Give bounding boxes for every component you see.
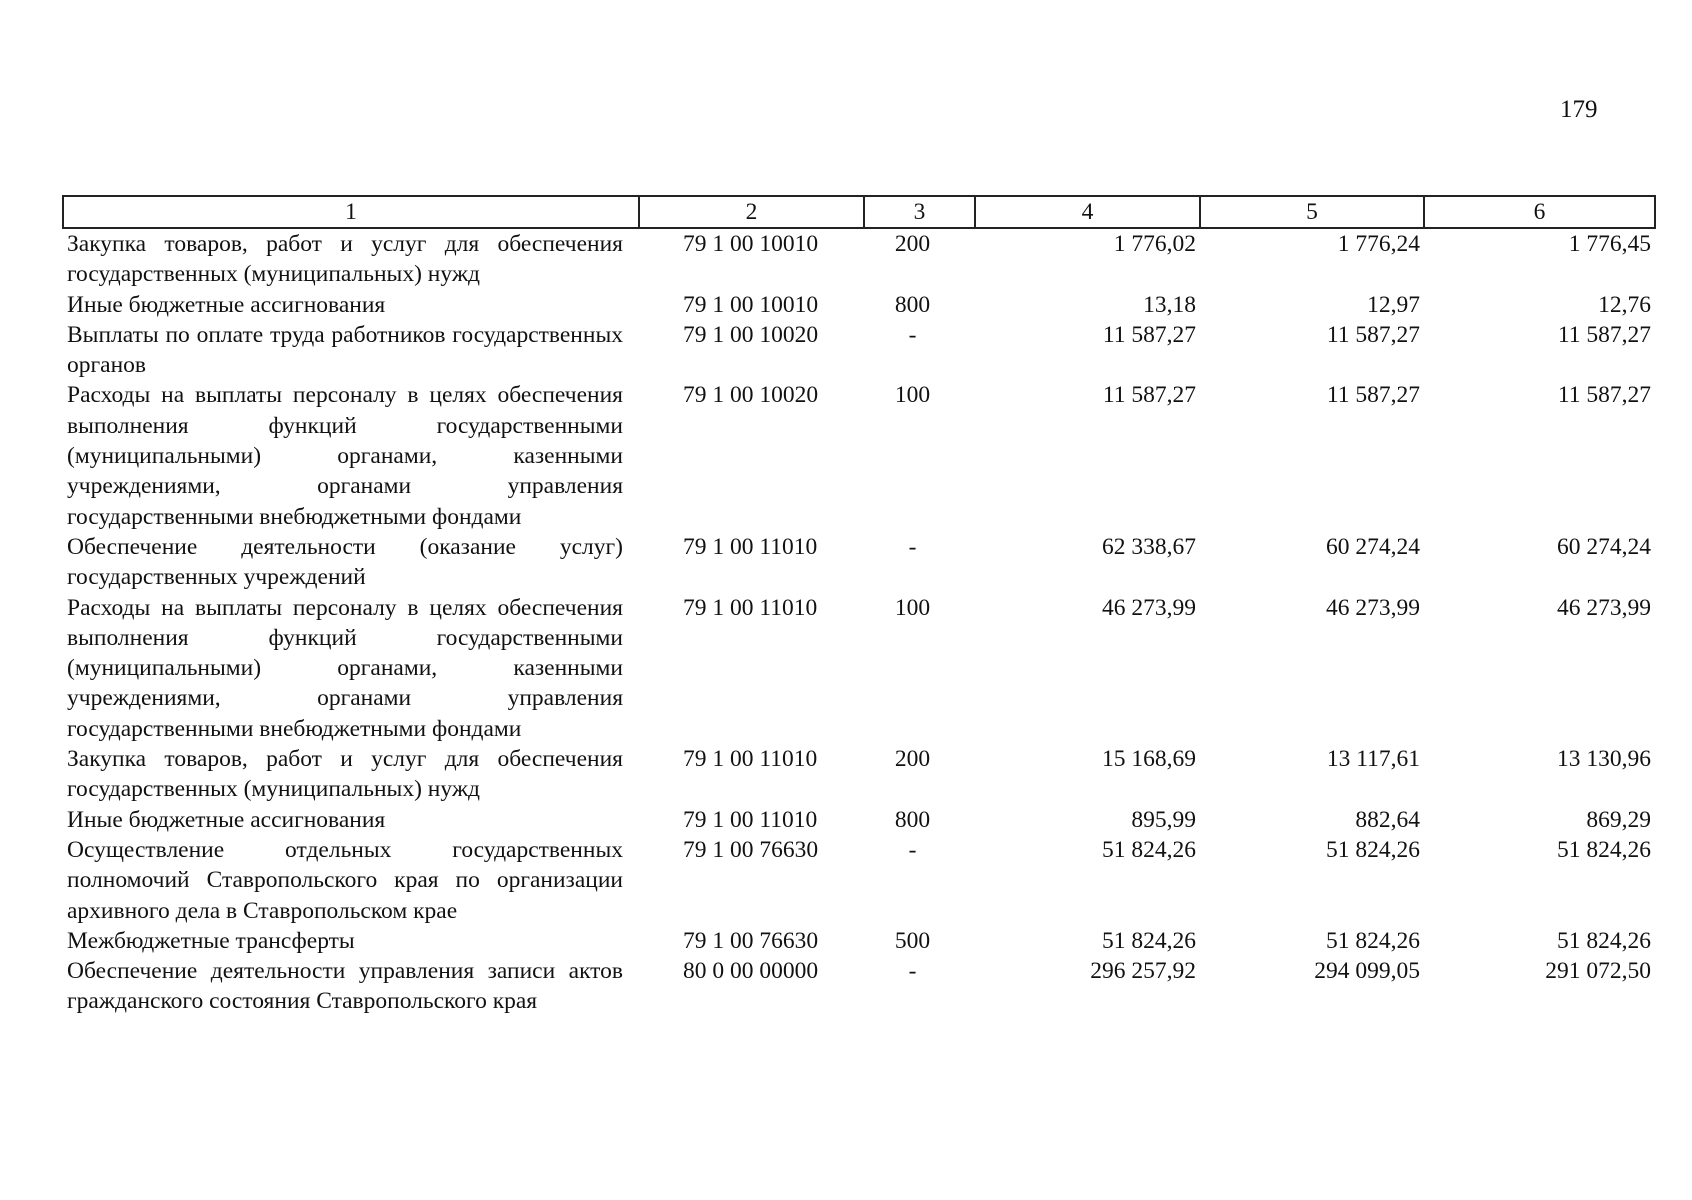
target-article-code: 79 1 00 10020	[683, 321, 819, 348]
table-row	[63, 835, 1655, 926]
expense-name: Межбюджетные трансферты	[67, 927, 355, 954]
amount-year-1: 62 338,67	[1102, 533, 1196, 560]
column-number-2: 2	[639, 196, 864, 228]
amount-year-2: 13 117,61	[1326, 746, 1420, 773]
column-number-1: 1	[63, 196, 639, 228]
amount-year-2: 12,97	[1367, 291, 1420, 318]
expense-name: Обеспечение деятельности управления записи актов гражданского состояния Ставропольского края	[67, 958, 623, 1015]
target-article-code: 79 1 00 11010	[683, 594, 818, 621]
amount-year-2: 882,64	[1355, 806, 1420, 833]
amount-year-2: 46 273,99	[1326, 594, 1420, 621]
expense-kind-code: -	[908, 836, 917, 863]
table-row	[63, 956, 1655, 1017]
amount-year-1: 46 273,99	[1102, 594, 1196, 621]
expense-kind-code: 800	[894, 806, 931, 833]
expense-name: Иные бюджетные ассигнования	[67, 291, 386, 318]
amount-year-3: 60 274,24	[1557, 533, 1651, 560]
column-number-header-row	[63, 196, 1655, 228]
amount-year-2: 51 824,26	[1326, 836, 1420, 863]
column-number-4: 4	[975, 196, 1200, 228]
table-row	[63, 805, 1655, 835]
amount-year-3: 46 273,99	[1557, 594, 1651, 621]
expense-name: Обеспечение деятельности (оказание услуг) государственных учреждений	[67, 533, 623, 591]
expense-name: Иные бюджетные ассигнования	[67, 806, 386, 833]
table-row	[63, 380, 1655, 531]
amount-year-2: 11 587,27	[1326, 382, 1420, 409]
amount-year-1: 13,18	[1143, 291, 1196, 318]
amount-year-1: 1 776,02	[1113, 231, 1196, 257]
target-article-code: 79 1 00 10010	[683, 291, 819, 318]
target-article-code: 79 1 00 11010	[683, 746, 818, 773]
amount-year-1: 51 824,26	[1102, 836, 1196, 863]
target-article-code: 79 1 00 11010	[683, 533, 818, 560]
amount-year-1: 296 257,92	[1090, 958, 1196, 985]
expense-kind-code: 100	[894, 594, 931, 621]
amount-year-1: 15 168,69	[1102, 746, 1196, 773]
amount-year-3: 1 776,45	[1568, 231, 1651, 257]
table-row	[63, 228, 1655, 290]
amount-year-3: 12,76	[1598, 291, 1651, 318]
target-article-code: 79 1 00 11010	[683, 806, 818, 833]
target-article-code: 79 1 00 10020	[683, 382, 819, 409]
expense-name: Расходы на выплаты персоналу в целях обеспечения выполнения функций государственными (муниципальными) органами, казенными учреждениями, органами управления государственными внебюджетными фондами	[67, 594, 623, 742]
expense-name: Выплаты по оплате труда работников государственных органов	[67, 321, 623, 379]
amount-year-3: 291 072,50	[1545, 958, 1651, 985]
column-number-3: 3	[864, 196, 975, 228]
expense-kind-code: 500	[894, 927, 931, 954]
table-row	[63, 926, 1655, 956]
table-row	[63, 744, 1655, 805]
expense-kind-code: 200	[894, 231, 931, 257]
expense-name: Закупка товаров, работ и услуг для обеспечения государственных (муниципальных) нужд	[67, 746, 623, 803]
expense-name: Закупка товаров, работ и услуг для обеспечения государственных (муниципальных) нужд	[67, 231, 623, 288]
amount-year-1: 895,99	[1131, 806, 1196, 833]
amount-year-2: 294 099,05	[1314, 958, 1420, 985]
table-row	[63, 320, 1655, 381]
expense-kind-code: 800	[894, 291, 931, 318]
amount-year-3: 11 587,27	[1557, 321, 1651, 348]
column-number-6: 6	[1424, 196, 1655, 228]
amount-year-2: 11 587,27	[1326, 321, 1420, 348]
amount-year-2: 60 274,24	[1326, 533, 1420, 560]
column-number-5: 5	[1200, 196, 1424, 228]
amount-year-2: 51 824,26	[1326, 927, 1420, 954]
target-article-code: 80 0 00 00000	[683, 958, 819, 985]
expense-kind-code: 100	[894, 382, 931, 409]
target-article-code: 79 1 00 76630	[683, 836, 819, 863]
budget-table	[62, 195, 1656, 1017]
amount-year-3: 51 824,26	[1557, 836, 1651, 863]
target-article-code: 79 1 00 10010	[683, 231, 819, 257]
amount-year-1: 51 824,26	[1102, 927, 1196, 954]
page-number: 179	[1560, 96, 1598, 123]
table-row	[63, 532, 1655, 593]
amount-year-3: 11 587,27	[1557, 382, 1651, 409]
amount-year-3: 869,29	[1586, 806, 1651, 833]
table-row	[63, 593, 1655, 744]
amount-year-3: 13 130,96	[1557, 746, 1651, 773]
amount-year-3: 51 824,26	[1557, 927, 1651, 954]
expense-kind-code: -	[908, 958, 917, 985]
expense-kind-code: -	[908, 533, 917, 560]
expense-name: Расходы на выплаты персоналу в целях обеспечения выполнения функций государственными (муниципальными) органами, казенными учреждениями, органами управления государственными внебюджетными фондами	[67, 382, 623, 530]
expense-kind-code: 200	[894, 746, 931, 773]
target-article-code: 79 1 00 76630	[683, 927, 819, 954]
amount-year-1: 11 587,27	[1102, 321, 1196, 348]
expense-name: Осуществление отдельных государственных полномочий Ставропольского края по организации архивного дела в Ставропольском крае	[67, 836, 623, 924]
amount-year-1: 11 587,27	[1102, 382, 1196, 409]
expense-kind-code: -	[908, 321, 917, 348]
table-row	[63, 290, 1655, 320]
amount-year-2: 1 776,24	[1337, 231, 1420, 257]
